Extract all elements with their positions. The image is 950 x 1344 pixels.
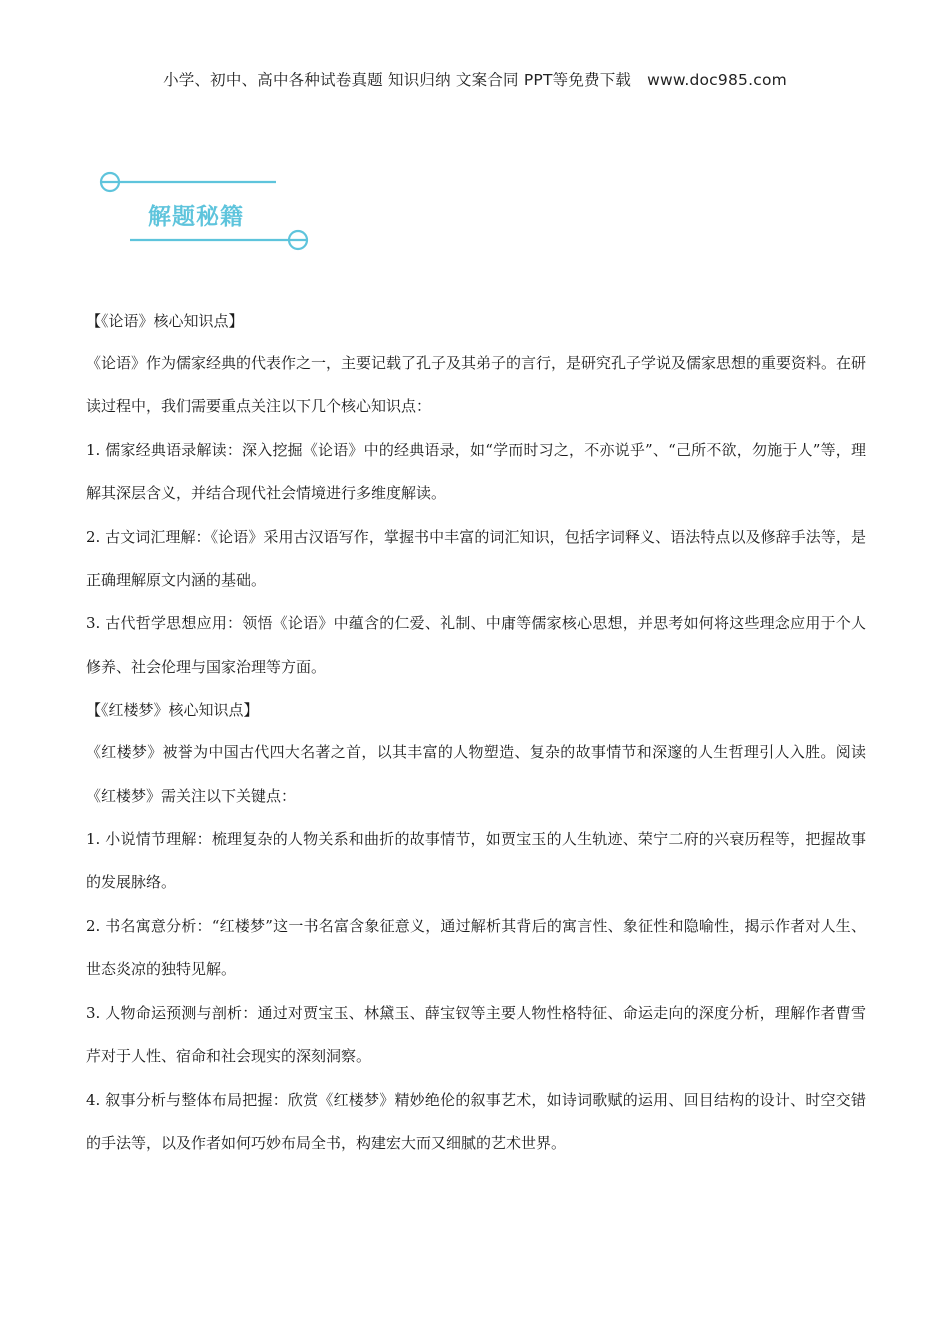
list-item: 3. 古代哲学思想应用：领悟《论语》中蕴含的仁爱、礼制、中庸等儒家核心思想，并思考如何将这些理念应用于个人修养、社会伦理与国家治理等方面。 (86, 614, 866, 676)
section-heading: 【《红楼梦》核心知识点】 (86, 701, 259, 720)
section-heading: 【《论语》核心知识点】 (86, 312, 244, 330)
header-text: 小学、初中、高中各种试卷真题 知识归纳 文案合同 PPT等免费下载 (163, 71, 632, 89)
list-item: 4. 叙事分析与整体布局把握：欣赏《红楼梦》精妙绝伦的叙事艺术，如诗词歌赋的运用、回目结构的设计、时空交错的手法等，以及作者如何巧妙布局全书，构建宏大而又细腻的艺术世界。 (86, 1090, 866, 1152)
list-item: 1. 儒家经典语录解读：深入挖掘《论语》中的经典语录，如“学而时习之，不亦说乎”、“己所不欲，勿施于人”等，理解其深层含义，并结合现代社会情境进行多维度解读。 (86, 440, 866, 503)
list-item: 2. 书名寓意分析：“红楼梦”这一书名富含象征意义，通过解析其背后的寓言性、象征性和隐喻性，揭示作者对人生、世态炎凉的独特见解。 (86, 916, 866, 979)
banner-title: 解题秘籍 (148, 204, 244, 230)
header-url[interactable]: www.doc985.com (647, 71, 787, 89)
section-banner (92, 170, 322, 260)
list-item: 2. 古文词汇理解：《论语》采用古汉语写作，掌握书中丰富的词汇知识，包括字词释义、语法特点以及修辞手法等，是正确理解原文内涵的基础。 (86, 527, 866, 590)
section-lunyu (86, 300, 866, 689)
section-intro: 《论语》作为儒家经典的代表作之一，主要记载了孔子及其弟子的言行，是研究孔子学说及儒家思想的重要资料。在研读过程中，我们需要重点关注以下几个核心知识点： (86, 354, 867, 416)
list-item: 1. 小说情节理解：梳理复杂的人物关系和曲折的故事情节，如贾宝玉的人生轨迹、荣宁二府的兴衰历程等，把握故事的发展脉络。 (86, 830, 866, 892)
section-hongloumeng (86, 689, 866, 1165)
document-body (86, 300, 866, 1165)
list-item: 3. 人物命运预测与剖析：通过对贾宝玉、林黛玉、薛宝钗等主要人物性格特征、命运走向的深度分析，理解作者曹雪芹对于人性、宿命和社会现实的深刻洞察。 (86, 1003, 866, 1066)
section-intro: 《红楼梦》被誉为中国古代四大名著之首，以其丰富的人物塑造、复杂的故事情节和深邃的人生哲理引人入胜。阅读《红楼梦》需关注以下关键点： (86, 743, 866, 805)
page-header (0, 68, 950, 90)
